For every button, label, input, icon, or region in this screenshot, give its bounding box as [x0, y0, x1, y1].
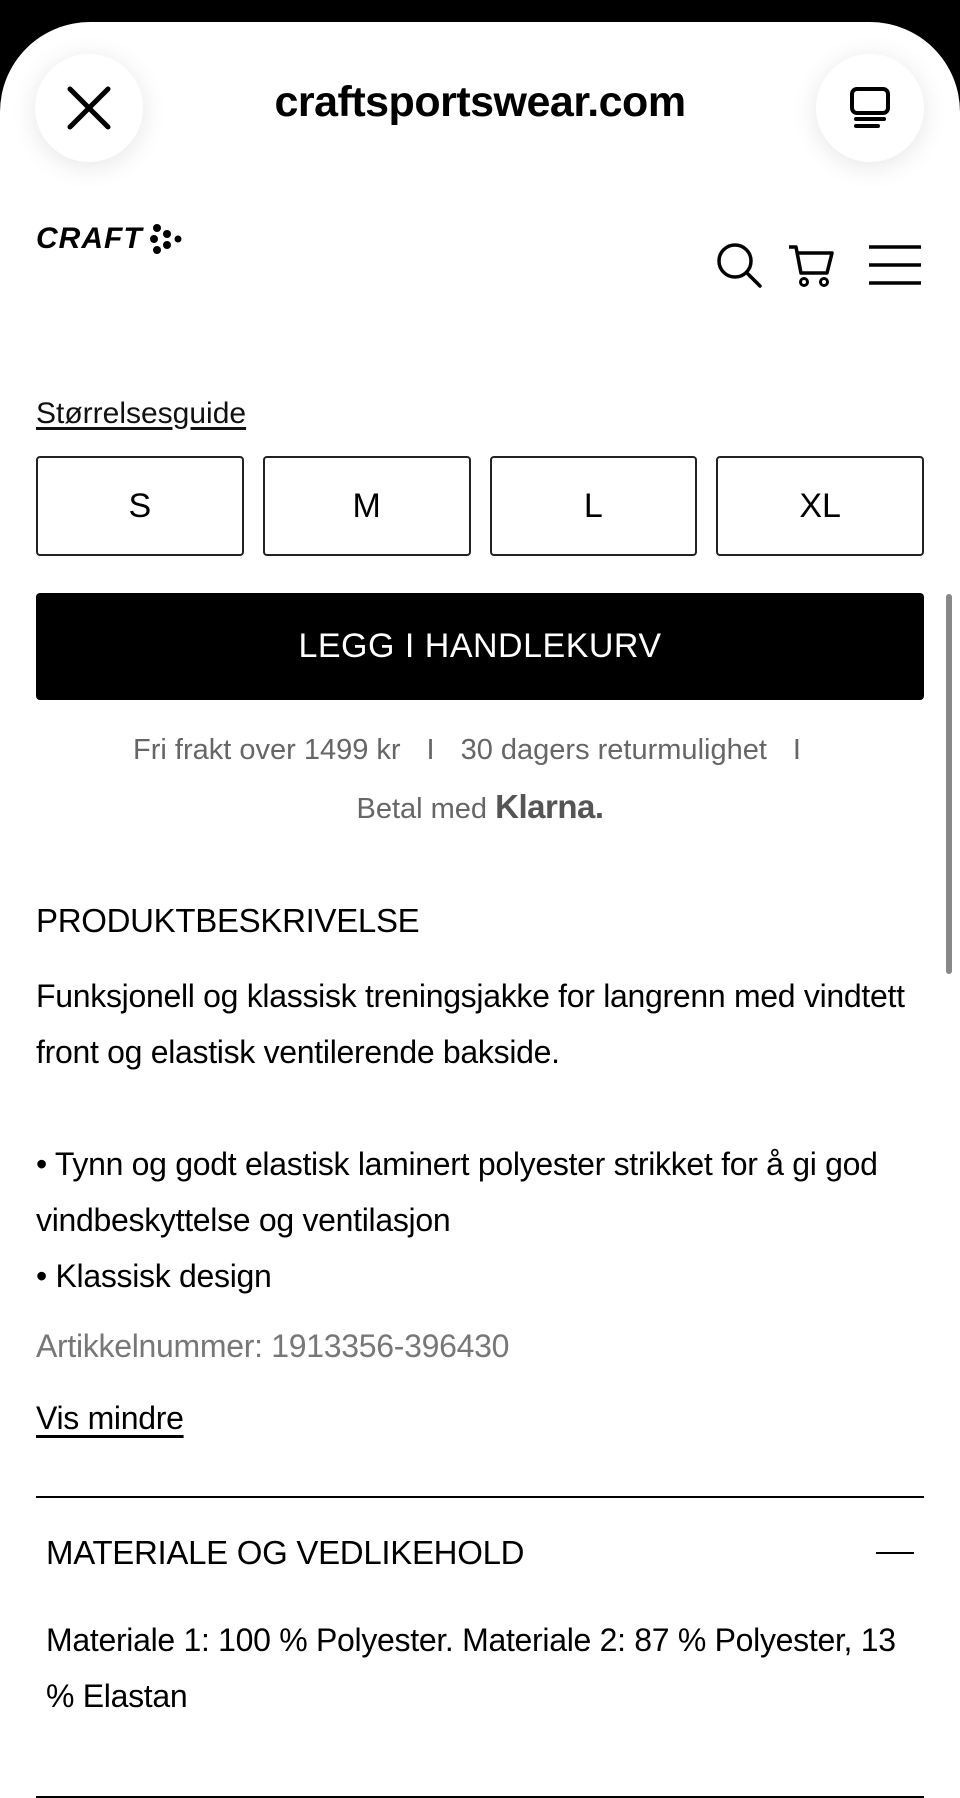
browser-sheet: [0, 22, 960, 1798]
size-option-l[interactable]: L: [490, 456, 698, 556]
returns-text: 30 dagers returmulighet: [460, 734, 767, 766]
description-bullet: • Tynn og godt elastisk laminert polyester strikket for å gi god vindbeskyttelse og ventilasjon: [36, 1146, 878, 1238]
klarna-info: [0, 788, 960, 826]
description-title: PRODUKTBESKRIVELSE: [36, 902, 420, 939]
size-selector: [36, 456, 924, 556]
collapse-icon[interactable]: [876, 1552, 914, 1554]
logo-dots-icon: [149, 222, 183, 256]
close-button[interactable]: [35, 54, 143, 162]
url-text[interactable]: craftsportswear.com: [274, 78, 686, 126]
klarna-logo: Klarna.: [495, 788, 604, 825]
size-option-m[interactable]: M: [263, 456, 471, 556]
search-icon: [715, 241, 763, 289]
tabs-icon: [848, 86, 892, 130]
menu-button[interactable]: [866, 240, 924, 290]
pay-with-text: Betal med: [356, 793, 488, 825]
shipping-info: [0, 734, 960, 767]
description-intro: Funksjonell og klassisk treningsjakke for langrenn med vindtett front og elastisk ventilerende bakside.: [36, 978, 905, 1070]
size-guide-link[interactable]: Størrelsesguide: [36, 397, 247, 430]
cart-button[interactable]: [786, 240, 836, 290]
search-button[interactable]: [714, 240, 764, 290]
add-to-cart-button[interactable]: LEGG I HANDLEKURV: [36, 593, 924, 700]
separator: I: [792, 734, 801, 766]
cart-icon: [787, 241, 835, 289]
divider: [36, 1496, 924, 1498]
free-shipping-text: Fri frakt over 1499 kr: [133, 734, 401, 766]
description-body: [36, 968, 936, 1304]
show-less-link[interactable]: Vis mindre: [36, 1400, 184, 1436]
separator: I: [426, 734, 435, 766]
close-icon: [66, 85, 112, 131]
article-number: Artikkelnummer: 1913356-396430: [36, 1328, 510, 1364]
menu-icon: [867, 243, 923, 287]
size-option-s[interactable]: S: [36, 456, 244, 556]
craft-logo[interactable]: [36, 222, 183, 256]
material-text: Materiale 1: 100 % Polyester. Materiale 2: 87 % Polyester, 13 % Elastan: [46, 1622, 896, 1714]
tabs-button[interactable]: [816, 54, 924, 162]
logo-text: CRAFT: [36, 222, 143, 255]
scrollbar[interactable]: [946, 594, 952, 974]
size-option-xl[interactable]: XL: [716, 456, 924, 556]
description-bullet: • Klassisk design: [36, 1258, 272, 1294]
material-accordion-header[interactable]: MATERIALE OG VEDLIKEHOLD: [46, 1534, 525, 1571]
